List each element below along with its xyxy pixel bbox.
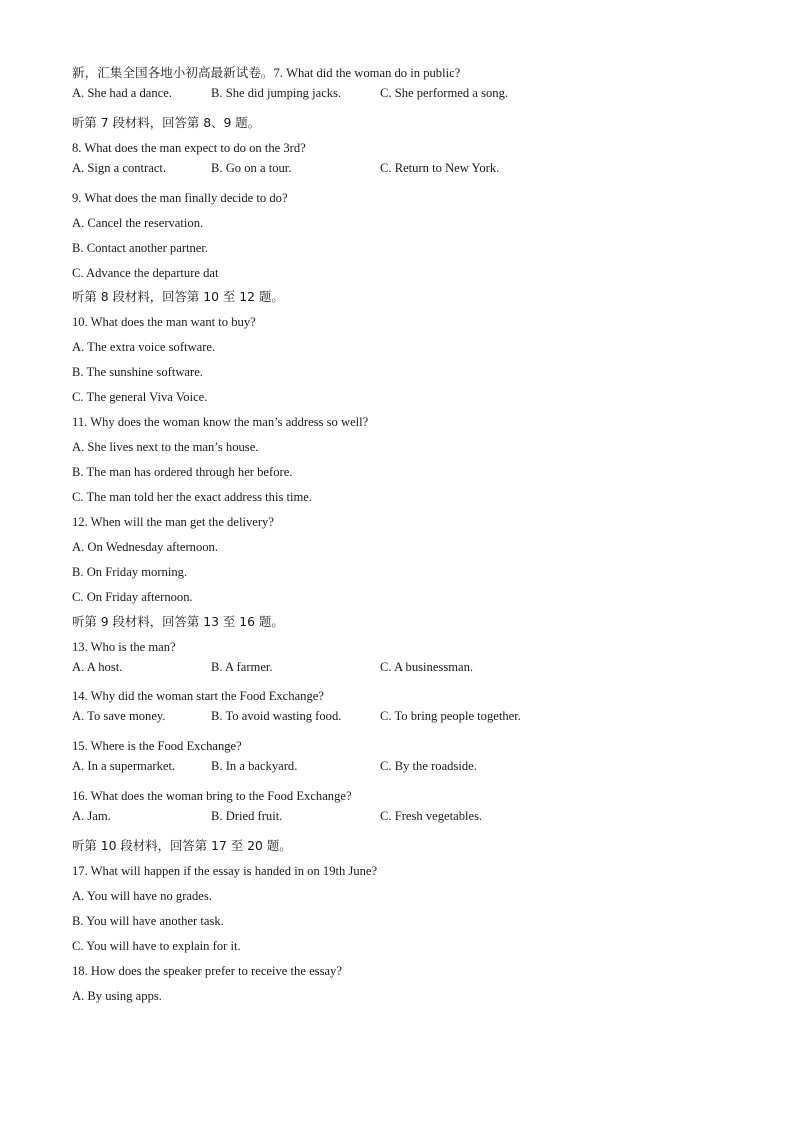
question-line: C. The general Viva Voice. [72, 390, 208, 405]
answer-options-row [72, 86, 752, 111]
question-line: 10. What does the man want to buy? [72, 315, 256, 330]
answer-option: C. To bring people together. [380, 709, 521, 724]
answer-option: A. Jam. [72, 809, 111, 824]
question-line: B. The man has ordered through her before. [72, 465, 293, 479]
answer-options-row [72, 809, 752, 834]
question-line: B. On Friday morning. [72, 564, 188, 579]
answer-option: B. She did jumping jacks. [211, 85, 342, 100]
question-line: A. You will have no grades. [72, 888, 212, 903]
question-line: 12. When will the man get the delivery? [72, 514, 274, 529]
answer-option: A. To save money. [72, 709, 166, 724]
answer-option: B. Go on a tour. [211, 160, 292, 175]
question-line: B. You will have another task. [72, 913, 224, 928]
answer-option: A. A host. [72, 659, 123, 674]
question-line: A. She lives next to the man’s house. [72, 440, 259, 455]
question-line: 18. How does the speaker prefer to receive the essay? [72, 963, 342, 978]
question-line: A. By using apps. [72, 988, 162, 1003]
exam-page [72, 61, 752, 1009]
question-line: B. The sunshine software. [72, 365, 203, 380]
answer-options-row [72, 709, 752, 734]
question-line: C. On Friday afternoon. [72, 589, 193, 604]
answer-options-row [72, 759, 752, 784]
question-line: 8. What does the man expect to do on the 3rd? [72, 140, 306, 155]
question-line: 16. What does the woman bring to the Food Exchange? [72, 789, 352, 804]
question-line: 15. Where is the Food Exchange? [72, 739, 242, 754]
question-line: 17. What will happen if the essay is handed in on 19th June? [72, 864, 378, 878]
question-line: A. Cancel the reservation. [72, 215, 204, 230]
answer-option: A. In a supermarket. [72, 759, 176, 774]
answer-options-row [72, 660, 752, 685]
answer-option: A. Sign a contract. [72, 160, 167, 175]
question-line: A. On Wednesday afternoon. [72, 539, 218, 554]
answer-option: C. She performed a song. [380, 85, 509, 100]
answer-option: C. By the roadside. [380, 759, 477, 774]
section-instruction: 听第 7 段材料，回答第 8、9 题。 [72, 114, 261, 130]
answer-option: B. In a backyard. [211, 759, 298, 774]
answer-option: B. A farmer. [211, 659, 273, 674]
question-line: C. You will have to explain for it. [72, 938, 241, 953]
answer-option: B. To avoid wasting food. [211, 709, 342, 724]
section-instruction: 听第 9 段材料，回答第 13 至 16 题。 [72, 613, 284, 629]
section-instruction: 听第 8 段材料，回答第 10 至 12 题。 [72, 289, 284, 305]
question-line: 9. What does the man finally decide to do? [72, 190, 288, 205]
question-line: 13. Who is the man? [72, 639, 176, 654]
question-line: 11. Why does the woman know the man’s address so well? [72, 415, 369, 430]
answer-option: C. Fresh vegetables. [380, 809, 483, 824]
question-line: 新，汇集全国各地小初高最新试卷。7. What did the woman do in public? [72, 66, 461, 80]
answer-options-row [72, 161, 752, 186]
section-instruction: 听第 10 段材料，回答第 17 至 20 题。 [72, 838, 292, 854]
question-line: B. Contact another partner. [72, 240, 209, 255]
question-line: C. Advance the departure dat [72, 265, 219, 280]
answer-option: B. Dried fruit. [211, 809, 283, 824]
answer-option: C. A businessman. [380, 659, 474, 674]
question-line: 14. Why did the woman start the Food Exchange? [72, 689, 324, 704]
question-line: A. The extra voice software. [72, 340, 216, 355]
answer-option: C. Return to New York. [380, 160, 500, 175]
question-line: C. The man told her the exact address this time. [72, 489, 313, 504]
answer-option: A. She had a dance. [72, 85, 173, 100]
